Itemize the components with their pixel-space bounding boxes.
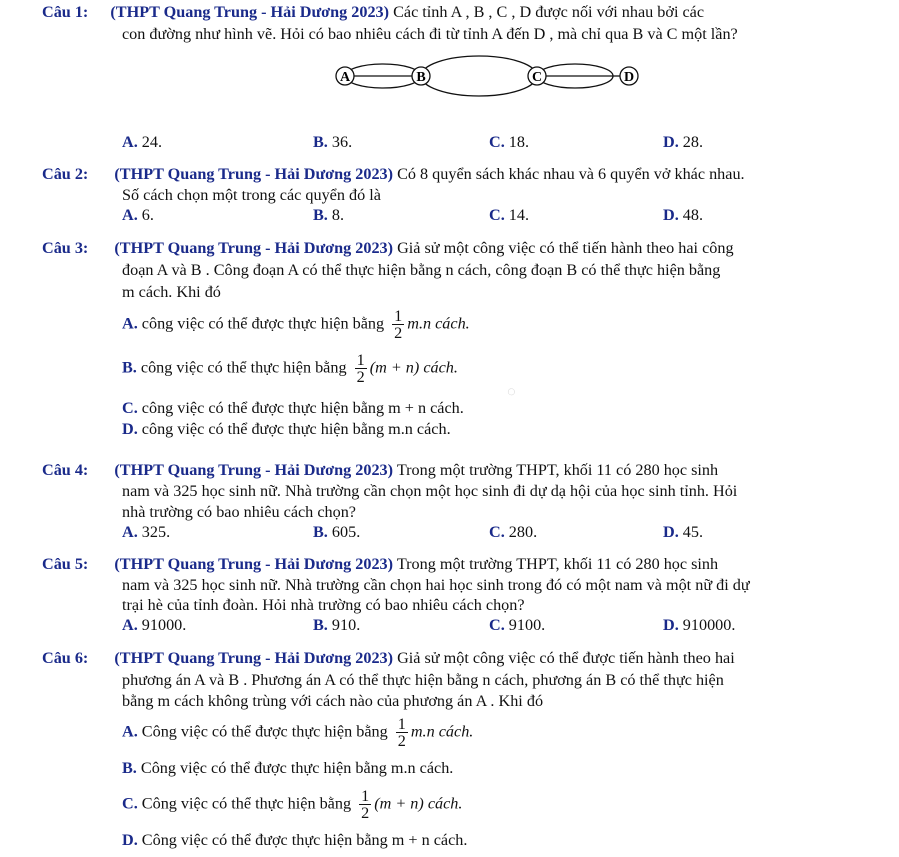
option-c[interactable] — [489, 207, 529, 223]
question-number: Câu 4: — [42, 461, 89, 479]
option-a[interactable] — [122, 134, 162, 150]
fraction-denominator: 2 — [397, 732, 406, 751]
option-text: 280. — [508, 523, 538, 541]
node-c-label: C — [531, 70, 543, 85]
option-label: D. — [663, 616, 679, 634]
question-stem-line: Trong một trường THPT, khối 11 có 280 học sinh — [396, 555, 719, 573]
fraction — [392, 308, 404, 341]
option-label: B. — [313, 523, 328, 541]
question-stem-line: nhà trường có bao nhiêu cách chọn? — [122, 503, 356, 521]
road-network-svg — [330, 54, 650, 102]
option-label: D. — [122, 831, 138, 849]
question-stem-line: nam và 325 học sinh nữ. Nhà trường cần chọn hai học sinh trong đó có một nam và một nữ đi dự — [122, 576, 750, 594]
fraction-denominator: 2 — [394, 324, 403, 343]
option-label: D. — [663, 523, 679, 541]
question-number: Câu 6: — [42, 649, 89, 667]
option-b[interactable] — [313, 617, 360, 633]
question-stem-line: bằng m cách không trùng với cách nào của phương án A . Khi đó — [122, 692, 544, 710]
question-stem-line: con đường như hình vẽ. Hỏi có bao nhiêu cách đi từ tỉnh A đến D , mà chỉ qua B và C một lần? — [122, 25, 738, 43]
fraction-numerator: 1 — [361, 787, 370, 805]
option-text-tail: m.n cách. — [410, 722, 474, 741]
option-label: A. — [122, 314, 138, 333]
option-text: 910000. — [682, 616, 736, 634]
question-2-header — [42, 166, 745, 182]
option-text: 6. — [141, 206, 154, 224]
option-label: A. — [122, 133, 138, 151]
fraction-numerator: 1 — [397, 715, 406, 733]
option-label: C. — [122, 794, 138, 813]
question-number: Câu 3: — [42, 239, 89, 257]
option-label: B. — [122, 358, 137, 377]
fraction-numerator: 1 — [356, 351, 365, 369]
road-network-diagram — [330, 54, 650, 102]
option-text: 14. — [508, 206, 530, 224]
option-text: 8. — [331, 206, 345, 224]
question-source: (THPT Quang Trung - Hải Dương 2023) — [114, 461, 394, 479]
option-d[interactable] — [122, 832, 467, 848]
fraction — [355, 352, 367, 385]
option-a[interactable] — [122, 617, 186, 633]
question-source: (THPT Quang Trung - Hải Dương 2023) — [114, 555, 394, 573]
option-label: A. — [122, 206, 138, 224]
option-text: công việc có thể thực hiện bằng — [140, 358, 347, 377]
node-d-label: D — [623, 70, 635, 85]
option-d[interactable] — [663, 524, 703, 540]
question-stem-line: Giả sử một công việc có thể được tiến hành theo hai — [397, 649, 735, 667]
question-stem-line: đoạn A và B . Công đoạn A có thể thực hiện bằng n cách, công đoạn B có thể thực hiện bằng — [122, 261, 721, 279]
question-stem-line: Số cách chọn một trong các quyển đó là — [122, 186, 381, 204]
question-stem-line: nam và 325 học sinh nữ. Nhà trường cần chọn một học sinh đi dự dạ hội của học sinh tỉnh. Hỏi — [122, 482, 738, 500]
option-label: D. — [663, 133, 679, 151]
fraction — [359, 788, 371, 821]
option-text: Công việc có thể được thực hiện bằng — [141, 722, 388, 741]
fraction-denominator: 2 — [361, 804, 370, 823]
question-3-header — [42, 240, 734, 256]
option-d[interactable] — [663, 207, 703, 223]
fraction-denominator: 2 — [356, 368, 365, 387]
question-stem-line: Các tỉnh A , B , C , D được nối với nhau bởi các — [393, 3, 705, 21]
option-text: 325. — [141, 523, 171, 541]
question-source: (THPT Quang Trung - Hải Dương 2023) — [114, 239, 394, 257]
option-label: B. — [313, 206, 328, 224]
option-text: công việc có thể được thực hiện bằng m.n cách. — [141, 420, 451, 438]
option-label: A. — [122, 722, 138, 741]
question-4-header — [42, 462, 718, 478]
option-label: A. — [122, 523, 138, 541]
question-source: (THPT Quang Trung - Hải Dương 2023) — [110, 3, 390, 21]
option-text: 24. — [141, 133, 163, 151]
option-text: 45. — [682, 523, 704, 541]
option-text: 91000. — [141, 616, 187, 634]
node-b-label: B — [416, 70, 426, 85]
watermark-mark: ○ — [505, 385, 518, 399]
option-text: Công việc có thể thực hiện bằng — [141, 794, 352, 813]
option-b[interactable] — [313, 207, 344, 223]
option-label: D. — [122, 420, 138, 438]
option-text-tail: (m + n) cách. — [369, 358, 458, 377]
option-c[interactable] — [122, 400, 464, 416]
option-c[interactable] — [489, 524, 537, 540]
option-text: 910. — [331, 616, 361, 634]
option-c[interactable] — [122, 788, 462, 821]
option-text: công việc có thể được thực hiện bằng m + n cách. — [141, 399, 464, 417]
question-stem-line: m cách. Khi đó — [122, 283, 221, 301]
question-number: Câu 5: — [42, 555, 89, 573]
option-a[interactable] — [122, 207, 154, 223]
question-source: (THPT Quang Trung - Hải Dương 2023) — [114, 165, 394, 183]
option-b[interactable] — [313, 134, 352, 150]
option-label: D. — [663, 206, 679, 224]
road-b-c — [421, 56, 537, 96]
question-5-header — [42, 556, 718, 572]
option-a[interactable] — [122, 308, 470, 341]
question-stem-line: Giả sử một công việc có thể tiến hành theo hai công — [397, 239, 734, 257]
option-b[interactable] — [122, 760, 453, 776]
option-d[interactable] — [663, 617, 735, 633]
option-label: C. — [122, 399, 138, 417]
option-text: 18. — [508, 133, 530, 151]
question-1-header — [42, 4, 704, 20]
fraction — [396, 716, 408, 749]
option-label: C. — [489, 133, 505, 151]
option-text: công việc có thể được thực hiện bằng — [141, 314, 385, 333]
question-stem-line: trại hè của tỉnh đoàn. Hỏi nhà trường có bao nhiêu cách chọn? — [122, 596, 525, 614]
option-label: C. — [489, 523, 505, 541]
question-source: (THPT Quang Trung - Hải Dương 2023) — [114, 649, 394, 667]
option-label: C. — [489, 206, 505, 224]
option-text: 48. — [682, 206, 704, 224]
option-text: 9100. — [508, 616, 546, 634]
option-text: Công việc có thể được thực hiện bằng m + n cách. — [141, 831, 468, 849]
option-text: 605. — [331, 523, 361, 541]
question-6-header — [42, 650, 735, 666]
option-text-tail: m.n cách. — [407, 314, 470, 333]
option-label: B. — [313, 133, 328, 151]
node-a-label: A — [339, 70, 351, 85]
option-b[interactable] — [313, 524, 360, 540]
option-text: 36. — [331, 133, 353, 151]
option-text-tail: (m + n) cách. — [374, 794, 463, 813]
option-label: A. — [122, 616, 138, 634]
option-a[interactable] — [122, 716, 473, 749]
question-stem-line: Trong một trường THPT, khối 11 có 280 học sinh — [396, 461, 719, 479]
option-c[interactable] — [489, 617, 545, 633]
fraction-numerator: 1 — [394, 307, 403, 325]
option-label: B. — [122, 759, 137, 777]
option-label: C. — [489, 616, 505, 634]
option-c[interactable] — [489, 134, 529, 150]
option-a[interactable] — [122, 524, 170, 540]
question-stem-line: phương án A và B . Phương án A có thể thực hiện bằng n cách, phương án B có thể thực hiện — [122, 671, 724, 689]
question-number: Câu 2: — [42, 165, 89, 183]
option-text: Công việc có thể được thực hiện bằng m.n cách. — [140, 759, 454, 777]
option-d[interactable] — [663, 134, 703, 150]
option-label: B. — [313, 616, 328, 634]
option-text: 28. — [682, 133, 704, 151]
question-number: Câu 1: — [42, 3, 89, 21]
question-stem-line: Có 8 quyển sách khác nhau và 6 quyển vở khác nhau. — [397, 165, 745, 183]
option-d[interactable] — [122, 421, 451, 437]
option-b[interactable] — [122, 352, 458, 385]
